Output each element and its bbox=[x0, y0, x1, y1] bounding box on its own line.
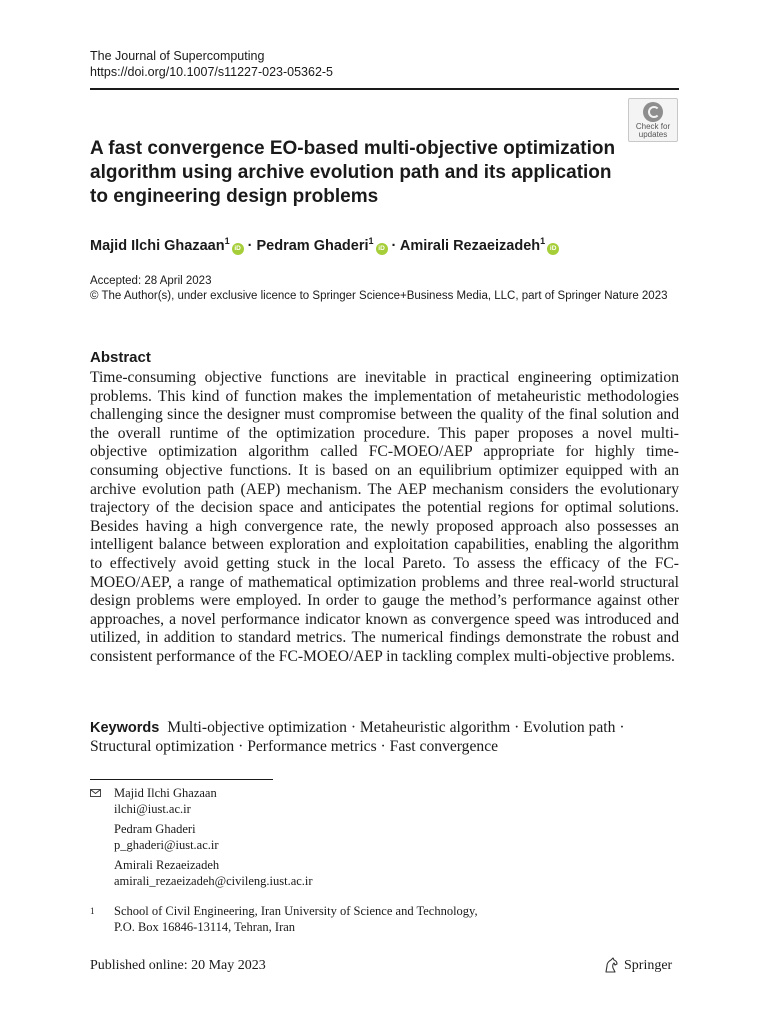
publisher-name: Springer bbox=[624, 957, 673, 973]
contact-email[interactable]: p_ghaderi@iust.ac.ir bbox=[114, 837, 219, 852]
author-name: Amirali Rezaeizadeh bbox=[399, 238, 541, 254]
author-affiliation-mark: 1 bbox=[224, 236, 230, 246]
abstract-text: Time-consuming objective functions are inevitable in practical engineering optimization problems. This kind of function makes the implementation of metaheuristic methodologies challenging since the designer must compromise between the quality of the final solution and the overall runtime of the optimization procedure. This paper proposes a novel multi-objective optimization algorithm called FC-MOEO/AEP appropriate for highly time-consuming objective functions. It is based on an equilibrium optimizer equipped with an archive evolution path (AEP) mechanism. The AEP mechanism considers the evolutionary trajectory of the decision space and anticipates the potential regions for optimal solutions. Besides having a high convergence rate, the newly proposed approach also possesses an intelligent balance between exploration and exploitation capabilities, enabling the algorithm to effectively avoid getting stuck in the local Pareto. To assess the efficacy of the FC-MOEO/AEP, a range of mathematical optimization problems and three real-world structural design problems were employed. In order to gauge the method’s performance against other approaches, a novel performance indicator known as convergence speed was introduced and utilized, in addition to standard metrics. The numerical findings demonstrate the robust and consistent performance of the FC-MOEO/AEP in tackling complex multi-objective problems. bbox=[90, 369, 679, 665]
contact-email[interactable]: ilchi@iust.ac.ir bbox=[114, 801, 191, 816]
orcid-icon[interactable]: iD bbox=[547, 243, 559, 255]
keywords-line2: Structural optimization · Performance metrics · Fast convergence bbox=[90, 737, 499, 755]
publisher-logo bbox=[603, 957, 672, 974]
contact-name: Pedram Ghaderi bbox=[114, 822, 196, 836]
springer-horse-icon bbox=[603, 957, 620, 974]
author-separator: · bbox=[247, 238, 253, 254]
author-name: Pedram Ghaderi bbox=[256, 238, 369, 254]
author-separator: · bbox=[391, 238, 397, 254]
author-affiliation-mark: 1 bbox=[368, 236, 374, 246]
orcid-icon[interactable]: iD bbox=[232, 243, 244, 255]
author-list bbox=[90, 231, 559, 256]
corresponding-contacts bbox=[90, 786, 690, 894]
copyright-notice: © The Author(s), under exclusive licence to Springer Science+Business Media, LLC, part of Springer Nature 2023 bbox=[90, 289, 668, 302]
affiliation-number: 1 bbox=[90, 906, 95, 916]
orcid-icon[interactable]: iD bbox=[376, 243, 388, 255]
accepted-date: Accepted: 28 April 2023 bbox=[90, 275, 212, 287]
badge-line1: Check for bbox=[635, 122, 671, 131]
affiliation-text bbox=[114, 904, 574, 935]
contact-entry bbox=[90, 858, 690, 889]
contact-name: Amirali Rezaeizadeh bbox=[114, 858, 220, 872]
journal-header bbox=[90, 48, 333, 80]
keywords-label: Keywords bbox=[90, 720, 160, 736]
check-for-updates-badge[interactable] bbox=[628, 98, 678, 142]
footnote-rule bbox=[90, 779, 273, 780]
header-rule bbox=[90, 88, 679, 90]
contact-name: Majid Ilchi Ghazaan bbox=[114, 786, 217, 800]
contact-entry bbox=[90, 786, 690, 817]
contact-entry bbox=[90, 822, 690, 853]
author-name: Majid Ilchi Ghazaan bbox=[90, 238, 225, 254]
envelope-icon bbox=[90, 789, 101, 797]
published-online: Published online: 20 May 2023 bbox=[90, 958, 266, 973]
affiliation-line1: School of Civil Engineering, Iran University of Science and Technology, bbox=[114, 904, 478, 918]
badge-line2: updates bbox=[638, 130, 668, 139]
keywords-line1: Multi-objective optimization · Metaheuristic algorithm · Evolution path · bbox=[167, 719, 625, 736]
affiliation-line2: P.O. Box 16846-13114, Tehran, Iran bbox=[114, 919, 296, 934]
keywords bbox=[90, 719, 690, 756]
abstract-heading: Abstract bbox=[90, 349, 151, 366]
paper-title: A fast convergence EO-based multi-objective optimization algorithm using archive evolution path and its application to engineering design problems bbox=[90, 138, 616, 207]
contact-email[interactable]: amirali_rezaeizadeh@civileng.iust.ac.ir bbox=[114, 873, 313, 888]
journal-name: The Journal of Supercomputing bbox=[90, 49, 265, 63]
author-affiliation-mark: 1 bbox=[540, 236, 546, 246]
doi-link[interactable]: https://doi.org/10.1007/s11227-023-05362-5 bbox=[90, 65, 334, 79]
refresh-icon bbox=[643, 102, 663, 122]
article-meta bbox=[90, 274, 680, 303]
